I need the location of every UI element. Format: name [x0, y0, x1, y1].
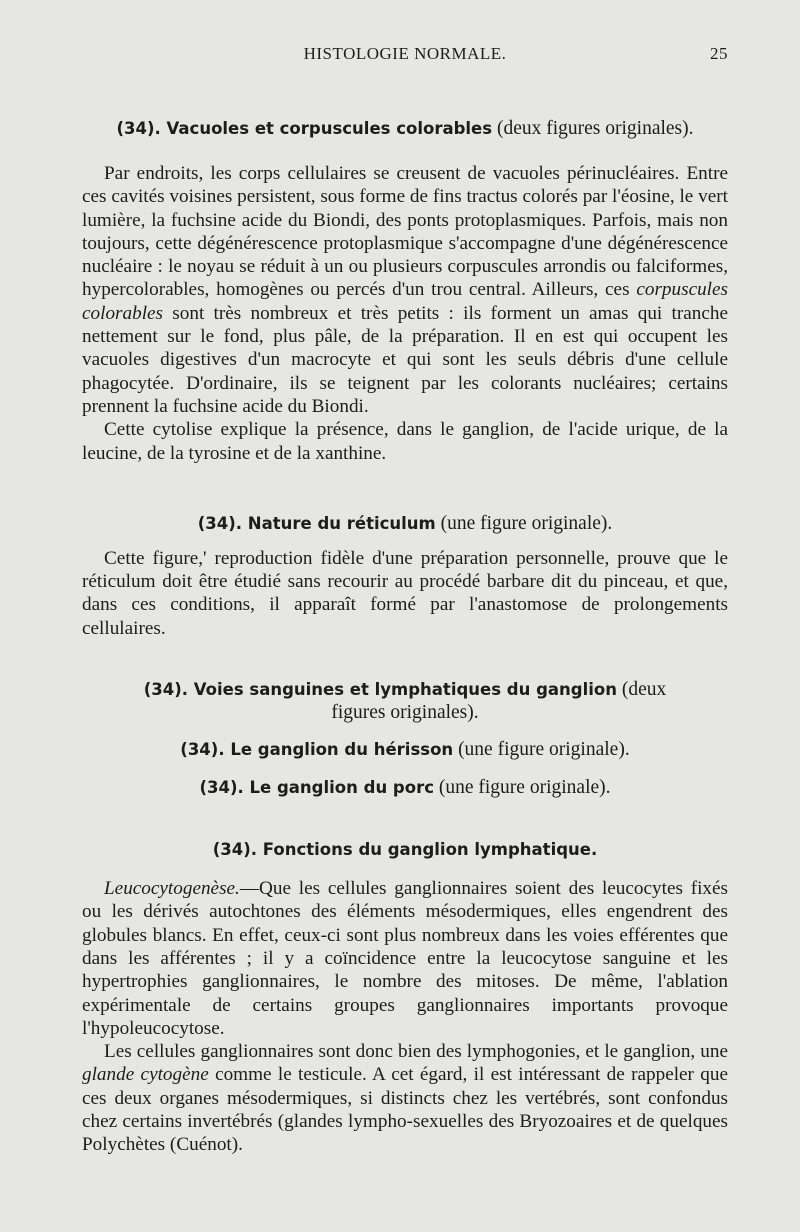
section-heading-reticulum	[82, 512, 728, 535]
heading-note: (deux figures originales).	[492, 118, 694, 139]
section-heading-voies	[82, 678, 728, 724]
section-heading-fonctions	[82, 838, 728, 861]
paragraph-text: sont très nombreux et très petits : ils forment un amas qui tranche nettement sur le fond, plus pâle, de la préparation. Il en est qui occupent les vacuoles digestives d'un macrocyte et qui sont les seuls débris d'une cellule phagocytée. D'ordinaire, ils se teignent par les colorants nucléaires; certains prennent la fuchsine acide du Biondi.	[82, 302, 728, 417]
section-heading-vacuoles	[82, 117, 728, 140]
heading-note: (une figure originale).	[435, 512, 613, 534]
heading-label: (34). Vacuoles et corpuscules colorables	[116, 119, 493, 138]
paragraph-text: Cette cytolise explique la présence, dans le ganglion, de l'acide urique, de la leucine, de la tyrosine et de la xanthine.	[82, 419, 728, 464]
heading-note: (deux figures originales).	[331, 679, 667, 724]
paragraph-text: Par endroits, les corps cellulaires se creusent de vacuoles périnucléaires. Entre ces cavités voisines persistent, sous forme de fins tractus colorés par l'éosine, le vert lumière, la fuchsine acide du Biondi, des ponts protoplasmiques. Parfois, mais non toujours, cette dégénérescence protoplasmique s'accompagne d'une dégénérescence nucléaire : le noyau se réduit à un ou plusieurs corpuscules arrondis ou falciformes, hypercolorables, homogènes ou percés d'un trou central. Ailleurs, ces	[82, 163, 728, 301]
heading-note: (une figure originale).	[453, 739, 630, 761]
italic-lead: Leucocytogenèse.	[104, 878, 240, 900]
heading-label: (34). Le ganglion du porc	[199, 778, 434, 798]
heading-label: (34). Nature du réticulum	[197, 513, 436, 533]
paragraph-text: —Que les cellules ganglionnaires soient des leucocytes fixés ou les dérivés autochtones des éléments mésodermiques, elles engendrent des globules blancs. En effet, ceux-ci sont plus nombreux dans les voies efférentes que dans les afférentes ; il y a coïncidence entre la leucocytose sanguine et les hypertrophies ganglionnaires, le nombre des mitoses. De même, l'ablation expérimentale de certains groupes ganglionnaires importants provoque l'hypoleucocytose.	[82, 878, 728, 1039]
paragraph-text: Les cellules ganglionnaires sont donc bien des lymphogonies, et le ganglion, une	[104, 1041, 728, 1063]
paragraph-leucocytogenese	[82, 877, 728, 1040]
paragraph-text: comme le testicule. A cet égard, il est intéressant de rappeler que ces deux organes mésodermiques, si distincts chez les vertébrés, sont confondus chez certains invertébrés (glandes lympho-sexuelles des Bryozoaires et de quelques Polychètes (Cuénot).	[82, 1064, 728, 1156]
heading-note: (une figure originale).	[434, 777, 611, 799]
section-heading-herisson	[82, 738, 728, 761]
paragraph-lymphogonies	[82, 1040, 728, 1156]
heading-label: (34). Fonctions du ganglion lymphatique.	[212, 840, 598, 860]
running-header	[82, 40, 728, 74]
running-title: HISTOLOGIE NORMALE.	[303, 44, 507, 63]
heading-label: (34). Voies sanguines et lymphatiques du ganglion	[143, 680, 617, 700]
paragraph-text: Cette figure,' reproduction fidèle d'une préparation personnelle, prouve que le réticulum doit être étudié sans recourir au procédé barbare dit du pinceau, et que, dans ces conditions, il apparaît formé par l'anastomose de prolongements cellulaires.	[82, 547, 728, 639]
italic-term: corpuscules colorables	[82, 279, 728, 324]
paragraph-vacuoles	[82, 162, 728, 418]
page-number: 25	[710, 44, 728, 63]
heading-label: (34). Le ganglion du hérisson	[180, 740, 454, 760]
paragraph-reticulum	[82, 547, 728, 640]
paragraph-cytolise	[82, 418, 728, 465]
section-heading-porc	[82, 776, 728, 799]
italic-term: glande cytogène	[82, 1064, 209, 1086]
